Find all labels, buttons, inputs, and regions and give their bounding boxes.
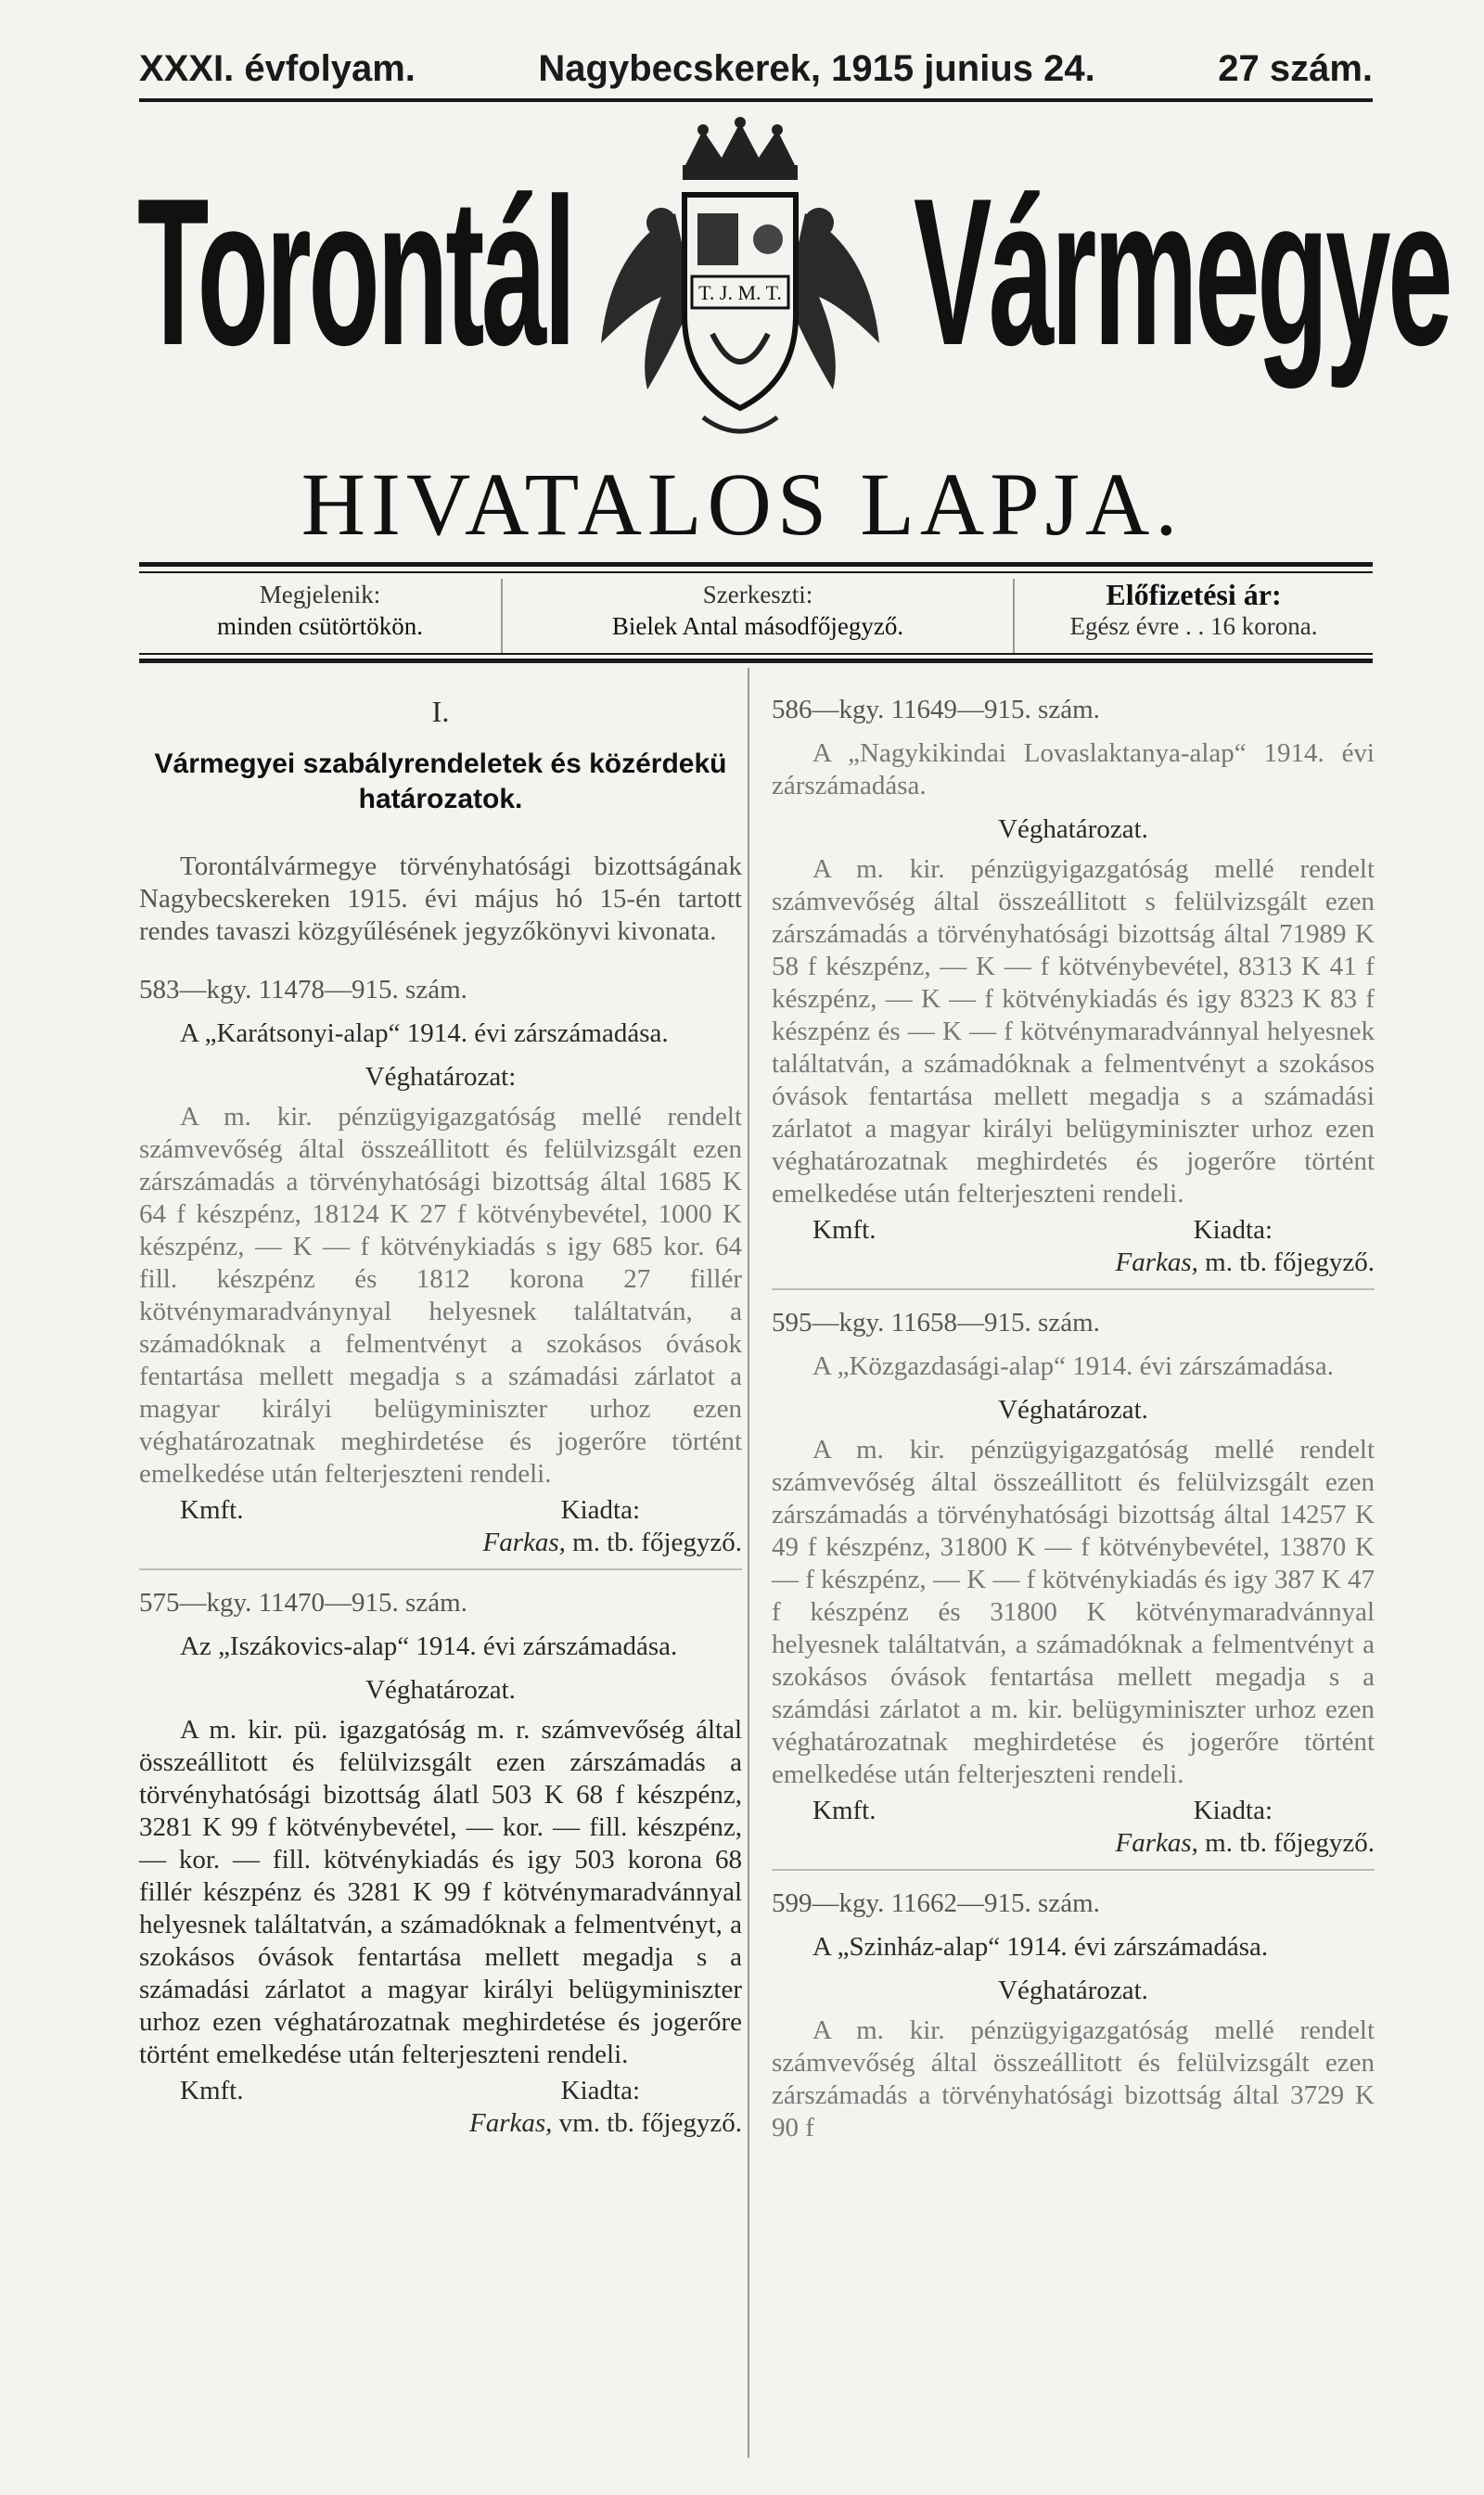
issue-number: 27 szám. [1218, 48, 1373, 89]
info-top-rule [139, 562, 1373, 567]
item-title: Az „Iszákovics-alap“ 1914. évi zárszámadása. [180, 1631, 678, 1661]
item-title: A „Közgazdasági-alap“ 1914. évi zárszámadása. [812, 1351, 1335, 1381]
signature-line [772, 1214, 1375, 1247]
signer [772, 1247, 1375, 1279]
item-separator [772, 1869, 1375, 1871]
section-title: Vármegyei szabályrendeletek és közérdekü határozatok. [154, 748, 727, 814]
intro-paragraph: Torontálvármegye törvényhatósági bizottságának Nagybecskereken 1915. évi május hó 15-én tartott rendes tavaszi közgyűlésének jegyzőkönyvi kivonata. [139, 851, 742, 946]
info-top-rule-thin [139, 571, 1373, 573]
item-title: A „Karátsonyi-alap“ 1914. évi zárszámadása. [180, 1018, 669, 1048]
item-number: 599—kgy. 11662—915. szám. [772, 1888, 1100, 1918]
place-date: Nagybecskerek, 1915 junius 24. [538, 48, 1095, 89]
item-number: 586—kgy. 11649—915. szám. [772, 695, 1100, 724]
verdict-heading: Véghatározat. [998, 1395, 1148, 1425]
item-number: 575—kgy. 11470—915. szám. [139, 1588, 467, 1618]
column-divider [748, 668, 749, 2458]
crest-text: T. J. M. T. [698, 281, 782, 304]
signer-name: Farkas, [469, 2108, 553, 2138]
item-title: A „Szinház-alap“ 1914. évi zárszámadása. [812, 1932, 1269, 1962]
kmft-label: Kmft. [180, 2076, 244, 2105]
subtitle: HIVATALOS LAPJA. [301, 454, 1183, 554]
verdict-heading: Véghatározat. [365, 1675, 516, 1705]
coat-of-arms-icon [573, 111, 907, 445]
info-price [1015, 579, 1373, 653]
signature-line [139, 2075, 742, 2107]
header-line [139, 48, 1373, 90]
item-body: A m. kir. pénzügyigazgatóság mellé rendelt számvevőség által összeállitott és felülvizsgált ezen zárszámadás a törvényhatósági bizottság által 14257 K 49 f készpénz, 31800 K — f kötvénybevétel, 13870 K — f készpénz, — K — f kötvénykiadás és igy 387 K 47 f készpénz és 31800 K kötvénymaradvánnyal helyesnek találtatván, a számadóknak a felmentvényt a szokásos óvások fentartása mellett megadja s a számdási zárlatot a m. kir. belügyminiszter urhoz ezen véghatározatnak meghirdetése és jogerőre történt emelkedése után felterjeszteni rendeli. [772, 1435, 1375, 1789]
signer-title: m. tb. főjegyző. [572, 1528, 742, 1557]
price-label: Előfizetési ár: [1106, 578, 1282, 611]
info-bar [139, 579, 1373, 653]
editor-label: Szerkeszti: [702, 581, 813, 608]
verdict-heading: Véghatározat. [998, 814, 1148, 844]
masthead-left-word: Torontál [137, 154, 573, 389]
item-body: A m. kir. pénzügyigazgatóság mellé rendelt számvevőség által összeállitott és felülvizsgált ezen zárszámadás a törvényhatósági bizottság által 3729 K 90 f [772, 2015, 1375, 2143]
kmft-label: Kmft. [180, 1495, 244, 1525]
signer-title: m. tb. főjegyző. [1205, 1828, 1375, 1858]
kiadta-label: Kiadta: [1193, 1796, 1273, 1825]
kiadta-label: Kiadta: [560, 1495, 640, 1525]
left-column [139, 686, 742, 2149]
signature-line [772, 1795, 1375, 1827]
signer [139, 1527, 742, 1559]
signer-name: Farkas, [1115, 1828, 1198, 1858]
signer-name: Farkas, [482, 1528, 566, 1557]
signer-name: Farkas, [1115, 1248, 1198, 1277]
item-body: A m. kir. pü. igazgatóság m. r. számvevőség által összeállitott és felülvizsgált ezen zárszámadás a törvényhatósági bizottság álatl 503 K 68 f készpénz, 3281 K 99 f kötvénybevétel, — kor. — fill. készpénz, — kor. — fill. kötvénykiadás és igy 503 korona 68 fillér készpénz és 3281 K 99 f kötvénymaradvánnyal helyesnek találtatván, a számadóknak a felmentvényt, a szokásos óvások fentartása mellett megadja s a számadási zárlatot a magyar királyi belügyminiszter urhoz ezen véghatározatnak meghirdetése és jogerőre történt emelkedése után felterjeszteni rendeli. [139, 1715, 742, 2069]
kiadta-label: Kiadta: [560, 2076, 640, 2105]
signer [772, 1827, 1375, 1860]
appears-value: minden csütörtökön. [217, 612, 423, 640]
section-number: I. [431, 695, 450, 728]
item-number: 595—kgy. 11658—915. szám. [772, 1308, 1100, 1337]
editor-value: Bielek Antal másodfőjegyző. [611, 612, 904, 640]
signer-title: vm. tb. főjegyző. [558, 2108, 742, 2138]
kiadta-label: Kiadta: [1193, 1215, 1273, 1245]
masthead-right [914, 154, 1484, 399]
signer [139, 2107, 742, 2140]
item-separator [139, 1568, 742, 1570]
header-rule [139, 98, 1373, 102]
info-bottom-rule-thick [139, 659, 1373, 663]
kmft-label: Kmft. [812, 1215, 876, 1245]
info-bottom-rule [139, 653, 1373, 655]
item-number: 583—kgy. 11478—915. szám. [139, 975, 467, 1004]
item-body: A m. kir. pénzügyigazgatóság mellé rendelt számvevőség által összeállitott és felülvizsgált ezen zárszámadás a törvényhatósági bizottság által 1685 K 64 f készpénz, 18124 K 27 f kötvénybevétel, 1000 K készpénz, — K — f kötvénykiadás s igy 685 kor. 64 fill. készpénz és 1812 korona 27 fillér kötvénymaradványnyal helyesnek találtatván, a számadóknak a felmentvényt a szokásos óvások fentartása mellett megadja s a számadási zárlatot a magyar királyi belügyminiszter urhoz ezen véghatározatnak meghirdetése és jogerőre történt emelkedése után felterjeszteni rendeli. [139, 1102, 742, 1489]
item-separator [772, 1288, 1375, 1290]
masthead-right-word: Vármegye [914, 154, 1451, 389]
info-editor [501, 579, 1015, 653]
item-body: A m. kir. pénzügyigazgatóság mellé rendelt számvevőség által összeállitott s felülvizsgált ezen zárszámadás a törvényhatósági bizottság által 71989 K 58 f készpénz, — K — f kötvénybevétel, 8313 K 41 f készpénz, — K — f kötvénykiadás és igy 8323 K 83 f készpénz és — K — f kötvénymaradvánnyal helyesnek találtatván, a számadóknak a felmentvényt a szokásos óvások fentartása mellett megadja s a számadási zárlatot a magyar királyi belügyminiszter urhoz ezen véghatározatnak meghirdetés és jogerőre történt emelkedése után felterjeszteni rendeli. [772, 854, 1375, 1209]
volume-label: XXXI. évfolyam. [139, 48, 416, 89]
info-appears [139, 579, 501, 653]
right-column [772, 686, 1375, 2144]
price-value: Egész évre . . 16 korona. [1069, 612, 1318, 640]
kmft-label: Kmft. [812, 1796, 876, 1825]
signature-line [139, 1494, 742, 1527]
verdict-heading: Véghatározat. [998, 1976, 1148, 2005]
signer-title: m. tb. főjegyző. [1205, 1248, 1375, 1277]
verdict-heading: Véghatározat: [365, 1062, 517, 1092]
appears-label: Megjelenik: [259, 581, 381, 608]
item-title: A „Nagykikindai Lovaslaktanya-alap“ 1914. évi zárszámadása. [772, 738, 1375, 800]
